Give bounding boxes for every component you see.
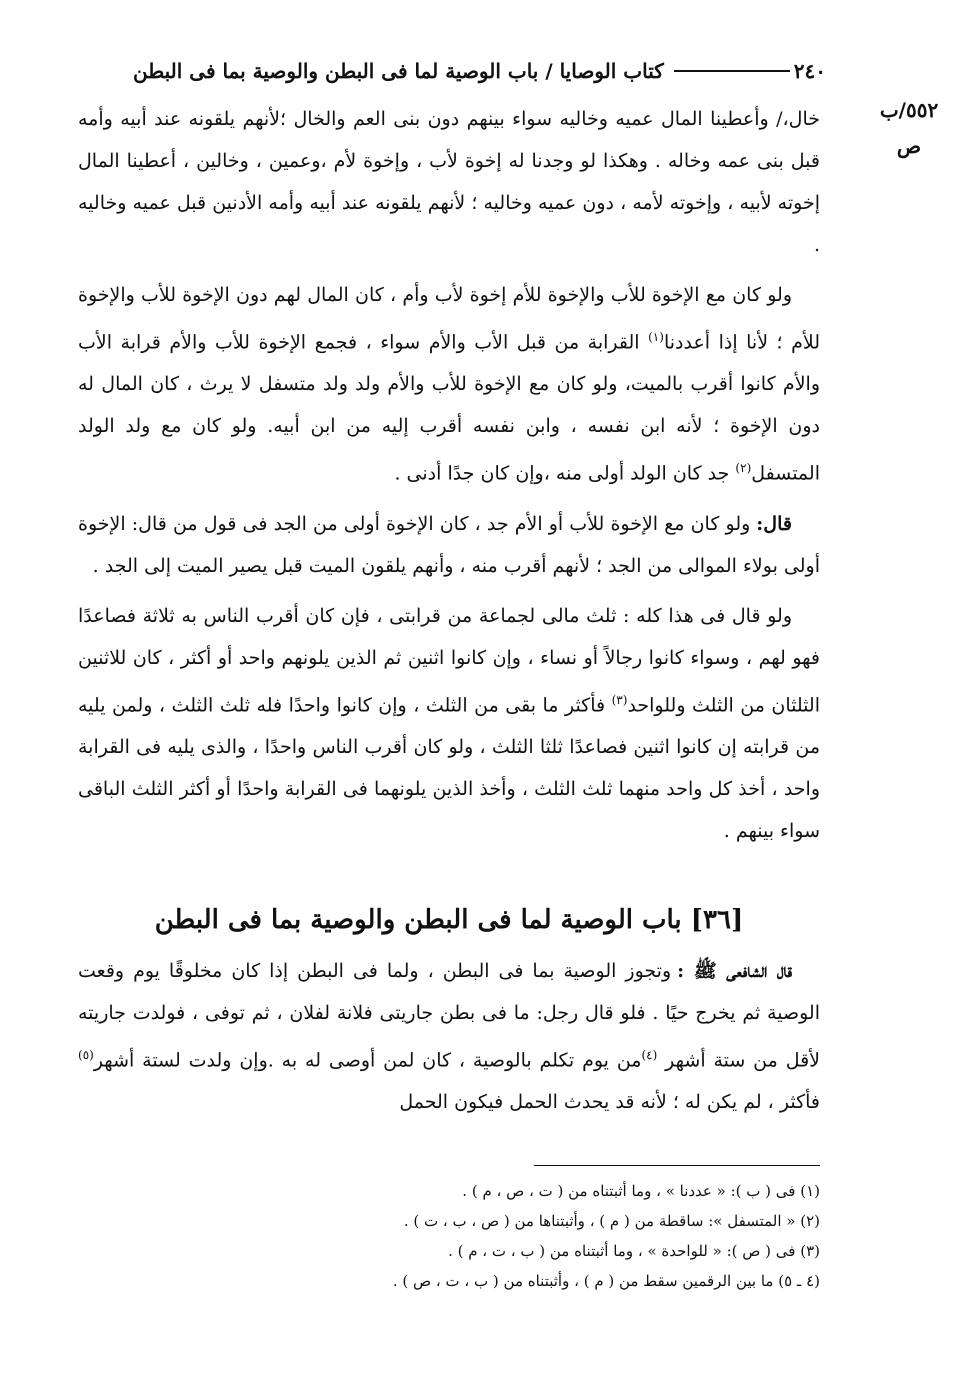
paragraph-text: فأكثر ، لم يكن له ؛ لأنه قد يحدث الحمل فيكون الحمل [399, 1091, 820, 1114]
footnote-ref-4[interactable]: (٤) [641, 1047, 658, 1062]
header-rule [674, 70, 790, 72]
paragraph-text: وتجوز الوصية بما فى البطن ، ولما فى البطن إذا كان مخلوقًا يوم وقعت الوصية ثم يخرج حيًا . فلو قال رجل: ما فى بطن جاريتى فلانة لفلان ، ثم توفى ، فولدت جاريته لأقل من ستة أشهر [78, 959, 820, 1072]
footnote-ref-2[interactable]: (٢) [735, 461, 752, 476]
footnote-separator [534, 1165, 820, 1166]
margin-siglum: ص [896, 134, 922, 158]
margin-folio: ٥٥٢/ب [879, 98, 939, 122]
paragraph-2 [78, 274, 820, 495]
paragraph-lead: قال: [756, 512, 792, 535]
section-lead: قال الشافعى ﷺ : [677, 959, 792, 982]
footnote-ref-1[interactable]: (١) [648, 330, 664, 344]
footnote-1: (١) فى ( ب ): « عددنا » ، وما أثبتناه من ( ت ، ص ، م ) . [462, 1182, 820, 1200]
running-header [78, 56, 826, 86]
footnote-ref-3[interactable]: (٣) [611, 692, 628, 707]
paragraph-text: القرابة من قبل الأب والأم سواء ، فجمع الإخوة للأب والأم قرابة الأب والأم كانوا أقرب بالميت، ولو كان مع الإخوة للأب والأم ولد ولد متسفل لا يرث ، كان المال له دون الإخوة ؛ لأنه ابن نفسه ، وابن نفسه أقرب إليه من ابن أبيه. ولو كان مع ولد الولد المتسفل [78, 331, 820, 485]
page-number: ٢٤٠ [793, 59, 826, 83]
paragraph-text: ولو كان مع الإخوة للأب أو الأم جد ، كان الإخوة أولى من الجد فى قول من قال: الإخوة أولى بولاء الموالى من الجد ؛ لأنهم أقرب منه ، وأنهم يلقون الميت قبل يصير الميت إلى الجد . [78, 512, 820, 577]
manuscript-margin-note [876, 92, 942, 164]
paragraph-4 [78, 595, 820, 852]
paragraph-text: من يوم تكلم بالوصية ، كان لمن أوصى له به .وإن ولدت لستة أشهر [93, 1049, 642, 1072]
footnote-ref-5[interactable]: (٥) [78, 1047, 94, 1062]
footnote-3: (٣) فى ( ص ): « للواحدة » ، وما أثبتناه من ( ب ، ت ، م ) . [448, 1242, 820, 1260]
paragraph-text: ولو قال فى هذا كله : ثلث مالى لجماعة من قرابتى ، فإن كان أقرب الناس به ثلاثة فصاعدًا فهو لهم ، وسواء كانوا رجالاً أو نساء ، وإن كانوا اثنين ثم الذين يلونهم واحد أو أكثر ، كان للاثنين الثلثان من الثلث وللواحد [78, 604, 820, 716]
footnote-2: (٢) « المتسفل »: ساقطة من ( م ) ، وأثبتناها من ( ص ، ب ، ت ) . [403, 1212, 820, 1230]
body-text [78, 98, 820, 1131]
paragraph-text: فأكثر ما بقى من الثلث ، وإن كانوا واحدًا فله ثلث الثلث ، ولمن يليه من قرابته إن كانوا اثنين فصاعدًا ثلثا الثلث ، ولو كان أقرب الناس واحدًا ، والذى يليه فى القرابة واحد ، أخذ كل واحد منهما ثلث الثلث ، وأخذ الذين يلونهما فى القرابة واحدًا أو أكثر الثلث الباقى سواء بينهم . [78, 693, 820, 842]
paragraph-text: ولو كان مع الإخوة للأب والإخوة للأم إخوة لأب وأم ، كان المال لهم دون الإخوة للأب والإخوة للأم ؛ لأنا إذا أعددنا [78, 284, 820, 354]
footnote-4-5: (٤ ـ ٥) ما بين الرقمين سقط من ( م ) ، وأثبتناه من ( ب ، ت ، ص ) . [392, 1272, 820, 1290]
paragraph-text: جد كان الولد أولى منه ،وإن كان جدًا أدنى . [394, 462, 736, 485]
running-title: كتاب الوصايا / باب الوصية لما فى البطن والوصية بما فى البطن [133, 59, 664, 83]
paragraph-text: خال،/ وأعطينا المال عميه وخاليه سواء بينهم دون بنى العم والخال ؛لأنهم يلقونه عند أبيه وأمه قبل بنى عمه وخاله . وهكذا لو وجدنا له إخوة لأب ، وإخوة لأم ،وعمين ، وخالين ، أعطينا المال إخوته لأبيه ، وإخوته لأمه ، دون عميه وخاليه ؛ لأنهم يلقونه عند أبيه وأمه الأدنين قبل عميه وخاليه . [78, 108, 820, 256]
paragraph-1 [78, 98, 820, 266]
section-heading: [٣٦] باب الوصية لما فى البطن والوصية بما فى البطن [154, 904, 744, 935]
paragraph-3 [78, 503, 820, 587]
section-paragraph [78, 950, 820, 1123]
footnotes [78, 1176, 820, 1296]
